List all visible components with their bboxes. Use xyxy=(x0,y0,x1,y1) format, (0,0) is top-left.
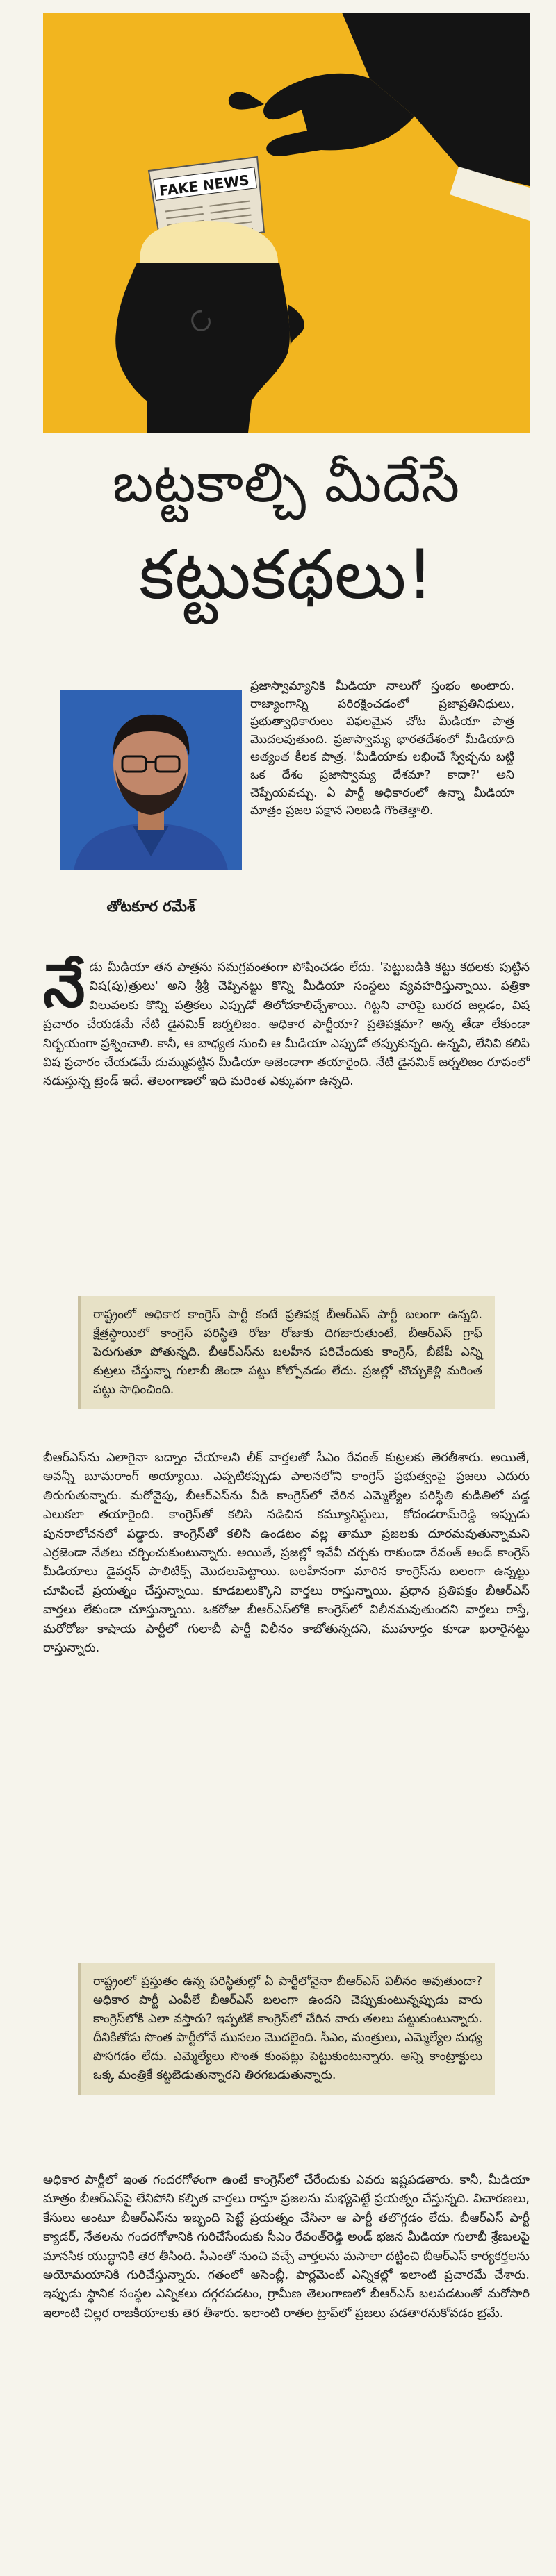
body-paragraph-1 xyxy=(43,952,530,1092)
fake-news-illustration xyxy=(43,13,530,433)
newspaper-label: FAKE NEWS xyxy=(158,172,250,199)
author-name: తోటకూర రమేశ్ xyxy=(106,898,195,915)
author-photo xyxy=(60,690,242,870)
hero-illustration xyxy=(43,13,530,433)
highlight-box-1: రాష్ట్రంలో అధికార కాంగ్రెస్ పార్టీ కంటే ప్రతిపక్ష బీఆర్ఎస్ పార్టీ బలంగా ఉన్నది. క్షేత్రస్థాయిలో కాంగ్రెస్ పరిస్థితి రోజు రోజుకు దిగజారుతుంటే, బీఆర్ఎస్ గ్రాఫ్ పెరుగుతూ పోతున్నది. బీఆర్ఎస్‌ను బలహీన పరిచేందుకు కాంగ్రెస్, బీజేపీ ఎన్ని కుట్రలు చేస్తున్నా గులాబీ జెండా పట్టు కోల్పోవడం లేదు. ప్రజల్లో చొచ్చుకెళ్లి మరింత పట్టు సాధించింది. xyxy=(78,1296,495,1409)
body-paragraph-3: అధికార పార్టీలో ఇంత గందరగోళంగా ఉంటే కాంగ్రెస్‌లో చేరేందుకు ఎవరు ఇష్టపడతారు. కానీ, మీడియా మాత్రం బీఆర్ఎస్‌పై లేనిపోని కల్పిత వార్తలు రాస్తూ ప్రజలను మభ్యపెట్టే ప్రయత్నం చేస్తున్నది. విచారణలు, కేసులు అంటూ బీఆర్ఎస్‌ను ఇబ్బంది పెట్టే ప్రయత్నం చేసినా ఆ పార్టీ తలొగ్గడం లేదు. బీఆర్ఎస్ పార్టీ క్యాడర్, నేతలను గందరగోళానికి గురిచేసేందుకు సీఎం రేవంత్‌రెడ్డి అండ్ భజన మీడియా గులాబీ శ్రేణులపై మానసిక యుద్ధానికి తెర తీసింది. సీఎం‌తో నుంచి వచ్చే వార్తలను మసాలా దట్టించి బీఆర్ఎస్ కార్యకర్తలను అయోమయానికి గురిచేస్తున్నారు. గతంలో అసెంబ్లీ, పార్లమెంట్ ఎన్నికల్లో ఇలాంటి ప్రచారమే చేశారు. ఇప్పుడు స్థానిక సంస్థల ఎన్నికలు దగ్గరపడటం, గ్రామీణ తెలంగాణలో బీఆర్ఎస్ బలపడటంతో మరోసారి ఇలాంటి చిల్లర రాజకీయాలకు తెర తీశారు. ఇలాంటి రాతల ట్రాప్‌లో ప్రజలు పడతారనుకోవడం భ్రమే. xyxy=(43,2173,530,2320)
author-avatar xyxy=(60,690,242,870)
intro-text: ప్రజాస్వామ్యానికి మీడియా నాలుగో స్తంభం అంటారు. రాజ్యాంగాన్ని పరిరక్షించడంలో ప్రజాప్రతినిధులు, ప్రభుత్వాధికారులు విఫలమైన చోట మీడియా పాత్ర మొదలవుతుంది. ప్రజాస్వామ్య భారతదేశంలో మీడియాది అత్యంత కీలక పాత్ర. 'మీడియాకు లభించే స్వేచ్ఛను బట్టి ఒక దేశం ప్రజాస్వామ్య దేశమా? కాదా?' అని చెప్పేయవచ్చు. ఏ పార్టీ అధికారంలో ఉన్నా మీడియా మాత్రం ప్రజల పక్షాన నిలబడి గొంతెత్తాలి. xyxy=(250,679,514,818)
headline-line-1: బట్టకాల్చి మీదేసే xyxy=(112,452,461,515)
highlight-box-2: రాష్ట్రంలో ప్రస్తుతం ఉన్న పరిస్థితుల్లో ఏ పార్టీలోనైనా బీఆర్ఎస్ విలీనం అవుతుందా? అధికార పార్టీ ఎంపీలే బీఆర్ఎస్ బలంగా ఉందని చెప్పుకుంటున్నప్పుడు వారు కాంగ్రెస్‌లోకి ఎలా వస్తారు? ఇప్పటికే కాంగ్రెస్‌లో చేరిన వారు తలలు పట్టుకుంటున్నారు. దీనికితోడు సొంత పార్టీలోనే ముసలం మొదలైంది. సీఎం, మంత్రులు, ఎమ్మెల్యేల మధ్య పొసగడం లేదు. ఎమ్మెల్యేలు సొంత కుంపట్లు పెట్టుకుంటున్నారు. అన్ని కాంట్రాక్టులు ఒక్క మంత్రికే కట్టబెడుతున్నారని తిరగబడుతున్నారు. xyxy=(78,1963,495,2095)
headline-line-2: కట్టుకథలు! xyxy=(139,535,434,615)
headline xyxy=(43,444,530,624)
drop-cap: నే xyxy=(43,952,85,1021)
body-paragraph-1-text: డు మీడియా తన పాత్రను సమగ్రవంతంగా పోషించడం లేదు. 'పెట్టుబడికి కట్టు కథలకు పుట్టిన విష(పు)త్రులు' అని శ్రీశ్రీ చెప్పినట్టు కొన్ని మీడియా సంస్థలు వ్యవహరిస్తున్నాయి. పత్రికా విలువలకు కొన్ని పత్రికలు ఎప్పుడో తిలోదకాలిచ్చేశాయి. గిట్టని వారిపై బురద జల్లడం, విష ప్రచారం చేయడమే నేటి డైనమిక్ జర్నలిజం. అధికార పార్టీయా? ప్రతిపక్షమా? అన్న తేడా లేకుండా నిర్భయంగా ప్రశ్నించాలి. కానీ, ఆ బాధ్యత నుంచి ఆ మీడియా ఎప్పుడో తప్పుకున్నది. ఉన్నవి, లేనివి కలిపి విష ప్రచారం చేయడమే దుమ్ముపట్టిన మీడియా అజెండాగా తయారైంది. నేటి డైనమిక్ జర్నలిజం రూపంలో నడుస్తున్న ట్రెండ్ ఇదే. తెలంగాణలో ఇది మరింత ఎక్కువగా ఉన్నది. xyxy=(43,961,530,1089)
body-paragraph-2: బీఆర్ఎస్‌ను ఎలాగైనా బద్నాం చేయాలని లీక్‌ వార్తలతో సీఎం రేవంత్ కుట్రలకు తెరతీశారు. అయితే, అవన్నీ బూమరాంగ్ అయ్యాయి. ఎప్పటికప్పుడు పాలనలోని కాంగ్రెస్ ప్రభుత్వంపై ప్రజలు ఎదురు తిరుగుతున్నారు. మరోవైపు, బీఆర్ఎస్‌ను వీడి కాంగ్రెస్‌లో చేరిన ఎమ్మెల్యేల పరిస్థితి కుడితిలో పడ్డ ఎలుకలా తయారైంది. కాంగ్రెస్‌తో కలిసి నడిచిన కమ్యూనిస్టులు, కోదండరామ్‌రెడ్డి ఇప్పుడు పునరాలోచనలో పడ్డారు. కాంగ్రెస్‌తో కలిసి ఉండటం వల్ల తామూ ప్రజలకు దూరమవుతున్నామని ఎర్రజెండా నేతలు చర్చించుకుంటున్నారు. అయితే, ప్రజల్లో ఇవేవీ చర్చకు రాకుండా రేవంత్ అండ్ కాంగ్రెస్ మీడియాలు డైవర్షన్ పాలిటిక్స్ మొదలుపెట్టాయి. బలహీనంగా మారిన కాంగ్రెస్‌ను బలంగా ఉన్నట్టు చూపించే ప్రయత్నం చేస్తున్నాయి. కూడబలుక్కొని వార్తలు రాస్తున్నాయి. ప్రధాన ప్రతిపక్షం బీఆర్ఎస్ వార్తలు లేకుండా చూస్తున్నాయి. ఒకరోజు బీఆర్ఎస్‌లోకి కాంగ్రెస్‌లో విలీనమవుతుందని వార్తలు రాస్తే, మరోరోజు కాషాయ పార్టీలో గులాబీ పార్టీ విలీనం కాబోతున్నదని, ముహూర్తం కూడా ఖరారైనట్టు రాస్తున్నారు. xyxy=(43,1451,530,1656)
